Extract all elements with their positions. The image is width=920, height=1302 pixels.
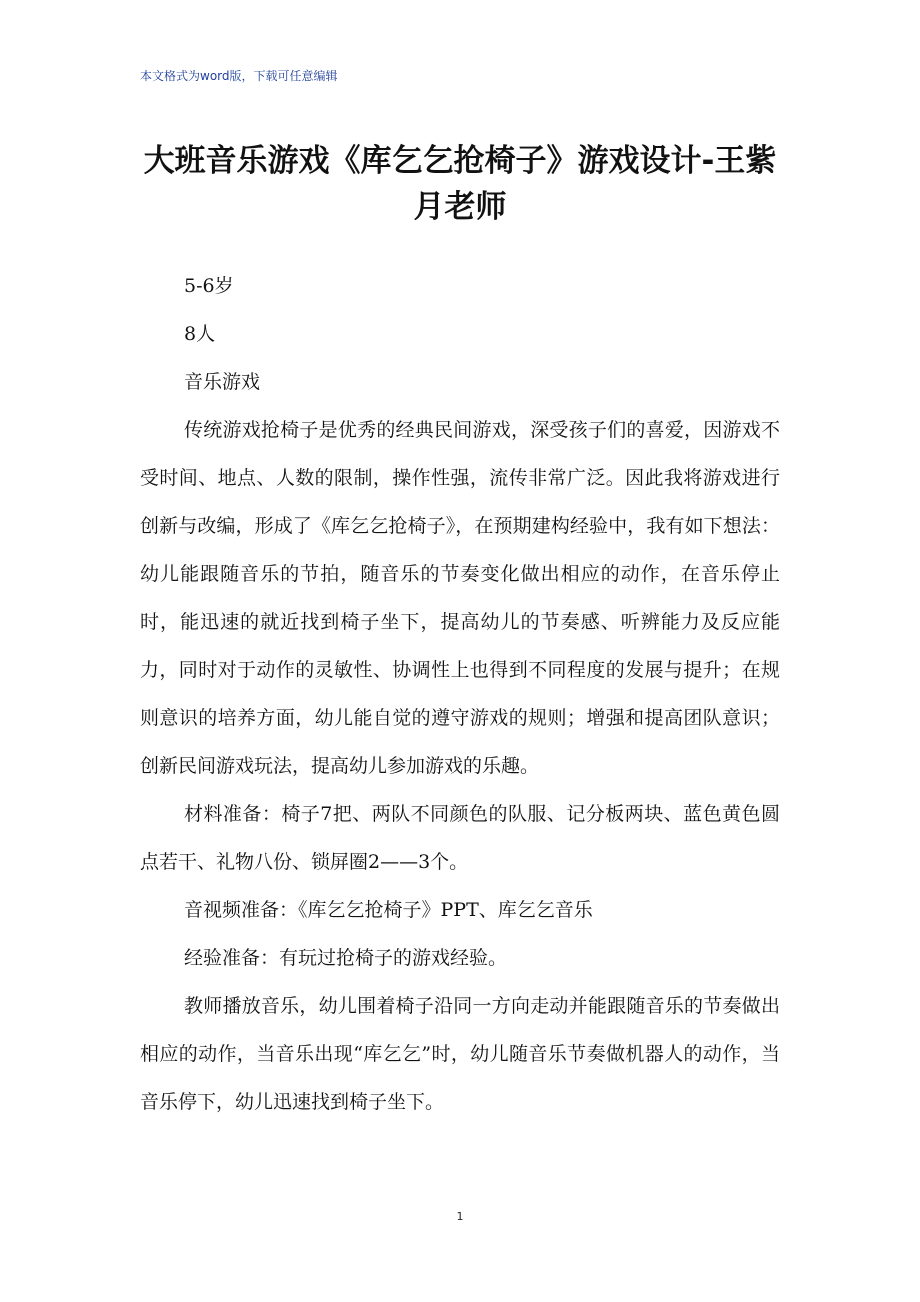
age-range-paragraph: 5-6岁: [184, 275, 234, 297]
group-size-paragraph: 8人: [184, 323, 216, 345]
materials-paragraph: 材料准备：椅子7把、两队不同颜色的队服、记分板两块、蓝色黄色圆点若干、礼物八份、锁屏圈2——3个。: [140, 803, 780, 873]
activity-type-paragraph: 音乐游戏: [184, 371, 261, 393]
document-title: 大班音乐游戏《库乞乞抢椅子》游戏设计-王紫月老师: [143, 143, 777, 225]
design-intent-paragraph: 传统游戏抢椅子是优秀的经典民间游戏，深受孩子们的喜爱，因游戏不受时间、地点、人数的限制，操作性强，流传非常广泛。因此我将游戏进行创新与改编，形成了《库乞乞抢椅子》，在预期建构经验中，我有如下想法：幼儿能跟随音乐的节拍，随音乐的节奏变化做出相应的动作，在音乐停止时，能迅速的就近找到椅子坐下，提高幼儿的节奏感、听辨能力及反应能力，同时对于动作的灵敏性、协调性上也得到不同程度的发展与提升；在规则意识的培养方面，幼儿能自觉的遵守游戏的规则；增强和提高团队意识；创新民间游戏玩法，提高幼儿参加游戏的乐趣。: [140, 419, 780, 777]
experience-preparation-paragraph: 经验准备：有玩过抢椅子的游戏经验。: [184, 947, 508, 969]
header-note: 本文格式为word版，下载可任意编辑: [140, 69, 338, 83]
procedure-paragraph: 教师播放音乐，幼儿围着椅子沿同一方向走动并能跟随音乐的节奏做出相应的动作，当音乐出现“库乞乞”时，幼儿随音乐节奏做机器人的动作，当音乐停下，幼儿迅速找到椅子坐下。: [140, 995, 780, 1113]
document-body: [140, 262, 780, 1126]
media-preparation-paragraph: 音视频准备：《库乞乞抢椅子》PPT、库乞乞音乐: [184, 899, 593, 921]
page-number: 1: [456, 1210, 464, 1223]
